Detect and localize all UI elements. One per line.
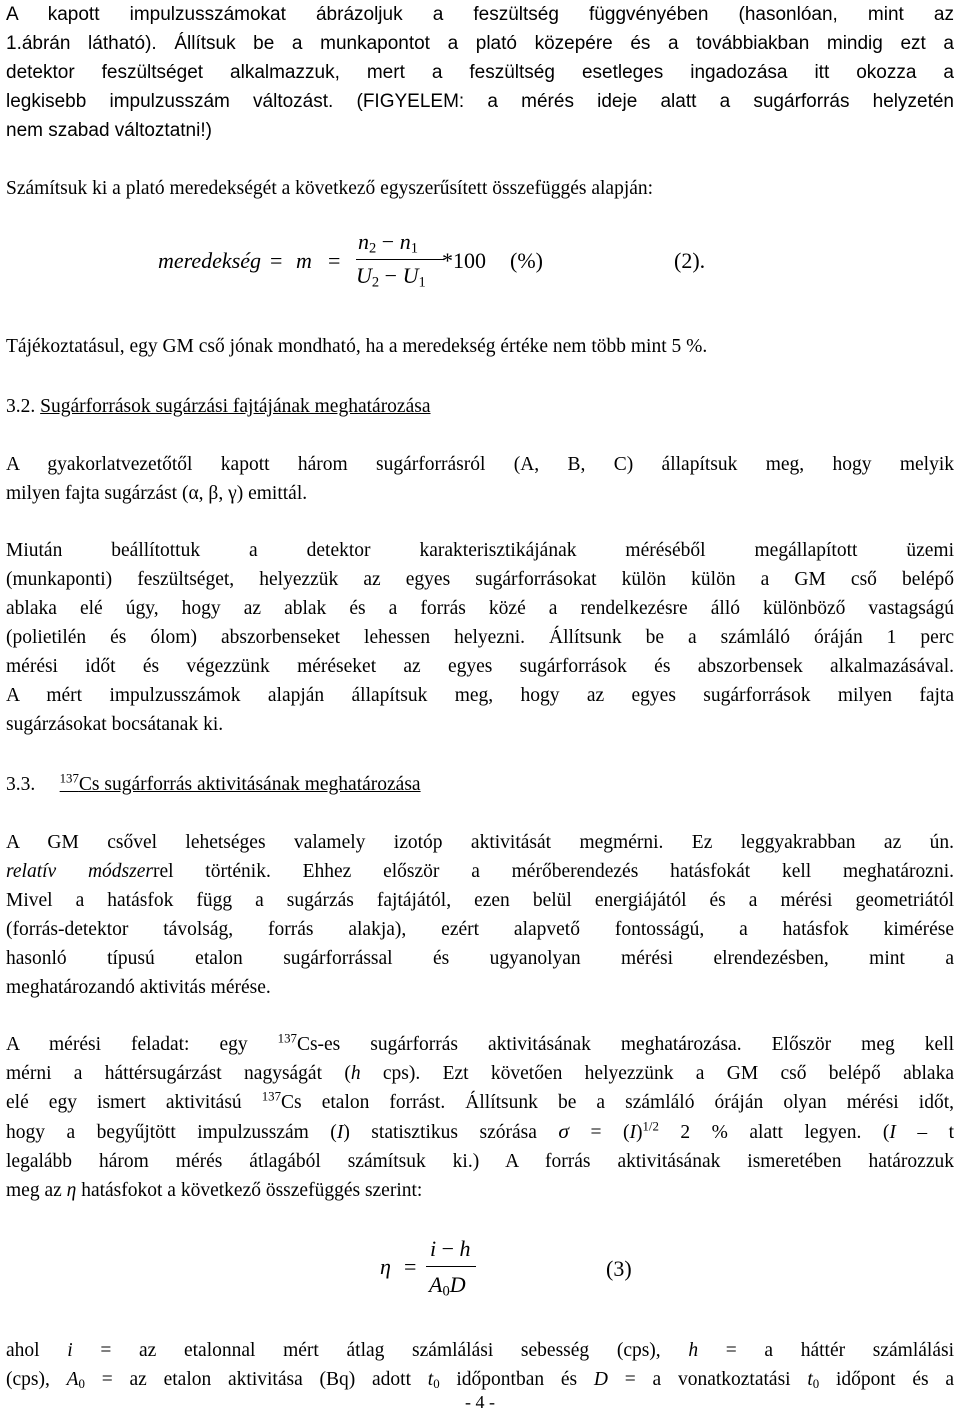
section-title: $^{137}$Cs sugárforrás aktivitásának meghatározása [59, 771, 421, 795]
text-line: relatív módszerrel történik. Ehhez először a mérőberendezés hatásfokát kell meghatározni. [6, 861, 954, 882]
text-line: Számítsuk ki a plató meredekségét a következő egyszerűsített összefüggés alapján: [6, 178, 654, 199]
eq-equals: = [328, 248, 341, 273]
eq-numerator: $n_2 - n_1$ [358, 229, 418, 257]
fraction-bar [426, 1266, 476, 1267]
eq-equals: = [270, 248, 283, 273]
section-title: Sugárforrások sugárzási fajtájának meghatározása [40, 396, 431, 417]
text-line: (cps), $A_0$ = az etalon aktivitása (Bq) adott $t_0$ időpontban és D = a vonatkoztatási $t_0$ időpont és a [6, 1369, 954, 1392]
eq-number: (3) [606, 1256, 632, 1281]
text-line: meg az η hatásfokot a következő összefüggés szerint: [6, 1180, 423, 1201]
page-number: - 4 - [465, 1392, 495, 1412]
text-line: hasonló típusú etalon sugárforrással és ugyanolyan mérési elrendezésben, mint a [6, 948, 954, 969]
paragraph-measurement-procedure [6, 536, 954, 739]
text-line: (forrás-detektor távolság, forrás alakja), ezért alapvető fontosságú, a hatásfok kimérése [6, 919, 954, 940]
text-line: legalább három mérés átlagából számítsuk ki.) A forrás aktivitásának ismeretében határozzuk [6, 1151, 954, 1172]
paragraph-plateau-working-point [6, 0, 954, 145]
text-line: A mért impulzusszámok alapján állapítsuk meg, hogy az egyes sugárforrások milyen fajta [6, 685, 954, 706]
paragraph-relative-method [6, 828, 954, 1002]
eq-times-100: *100 [442, 248, 486, 273]
section-number: 3.2. [6, 396, 36, 417]
section-heading-3-3 [6, 770, 954, 799]
eq-m: m [296, 248, 312, 273]
eq-eta: η [380, 1254, 391, 1279]
text-line: legkisebb impulzusszám változást. (FIGYELEM: a mérés ideje alatt a sugárforrás helyzetén [6, 91, 954, 112]
paragraph-gm-tube-note [6, 332, 954, 361]
paragraph-slope-intro [6, 174, 954, 203]
eq-numerator: i − h [430, 1236, 471, 1261]
fraction-bar [356, 259, 444, 260]
text-line: mérni a háttérsugárzást nagyságát (h cps). Ezt követően helyezzünk a GM cső belépő ablaka [6, 1063, 954, 1084]
section-number: 3.3. [6, 774, 36, 795]
text-line: 1.ábrán látható). Állítsuk be a munkapontot a plató közepére és a továbbiakban mindig ezt a [6, 33, 954, 54]
text-line: A GM csővel lehetséges valamely izotóp aktivitását megmérni. Ez leggyakrabban az ún. [6, 832, 954, 853]
text-line: meghatározandó aktivitás mérése. [6, 977, 271, 998]
text-line: Mivel a hatásfok függ a sugárzás fajtájától, ezen belül energiájától és a mérési geometriától [6, 890, 954, 911]
text-line: hogy a begyűjtött impulzusszám (I) statisztikus szórása $\sigma = (I)^{1/2}$ 2 % alatt legyen. (I – t [6, 1119, 955, 1143]
text-line: Tájékoztatásul, egy GM cső jónak mondható, ha a meredekség értéke nem több mint 5 %. [6, 336, 708, 357]
section-heading-3-2 [6, 392, 954, 421]
text-line: A kapott impulzusszámokat ábrázoljuk a feszültség függvényében (hasonlóan, mint az [6, 4, 954, 25]
eq-equals: = [404, 1254, 417, 1279]
eq-denominator: $U_2 - U_1$ [356, 263, 426, 291]
paragraph-radiation-type [6, 450, 954, 508]
eq-denominator: $A_0D$ [429, 1272, 466, 1300]
text-line: A gyakorlatvezetőtől kapott három sugárforrásról (A, B, C) állapítsuk meg, hogy melyik [6, 454, 954, 475]
text-line: elé egy ismert aktivitású $^{137}$Cs etalon forrást. Állítsunk be a számláló óráján olyan mérési időt, [6, 1089, 954, 1113]
text-line: detektor feszültséget alkalmazzuk, mert a feszültség esetleges ingadozása itt okozza a [6, 62, 954, 83]
eq-number: (2). [674, 248, 706, 273]
text-line: ahol i = az etalonnal mért átlag számlálási sebesség (cps), h = a háttér számlálási [6, 1340, 955, 1361]
text-line: mérési időt és végezzünk méréseket az egyes sugárforrások és abszorbensek alkalmazásával. [6, 656, 954, 677]
paragraph-measurement-task [6, 1030, 954, 1205]
text-line: ablaka elé úgy, hogy az ablak és a forrás közé a rendelkezésre álló különböző vastagságú [6, 598, 954, 619]
text-line: (polietilén és ólom) abszorbenseket lehessen helyezni. Állítsunk be a számláló óráján 1 perc [6, 627, 954, 648]
text-line: milyen fajta sugárzást (α, β, γ) emittál. [6, 483, 308, 504]
text-line: Miután beállítottuk a detektor karakterisztikájának méréséből megállapított üzemi [6, 540, 954, 561]
eq-percent: (%) [510, 248, 543, 273]
paragraph-where-definitions [6, 1336, 954, 1394]
text-line: A mérési feladat: egy $^{137}$Cs-es sugárforrás aktivitásának meghatározása. Először meg kell [6, 1031, 955, 1055]
eq-lhs: meredekség [158, 248, 262, 273]
text-line: (munkaponti) feszültséget, helyezzük az egyes sugárforrásokat külön külön a GM cső belépő [6, 569, 954, 590]
text-line: sugárzásokat bocsátanak ki. [6, 714, 224, 735]
text-line: nem szabad változtatni!) [6, 120, 212, 141]
